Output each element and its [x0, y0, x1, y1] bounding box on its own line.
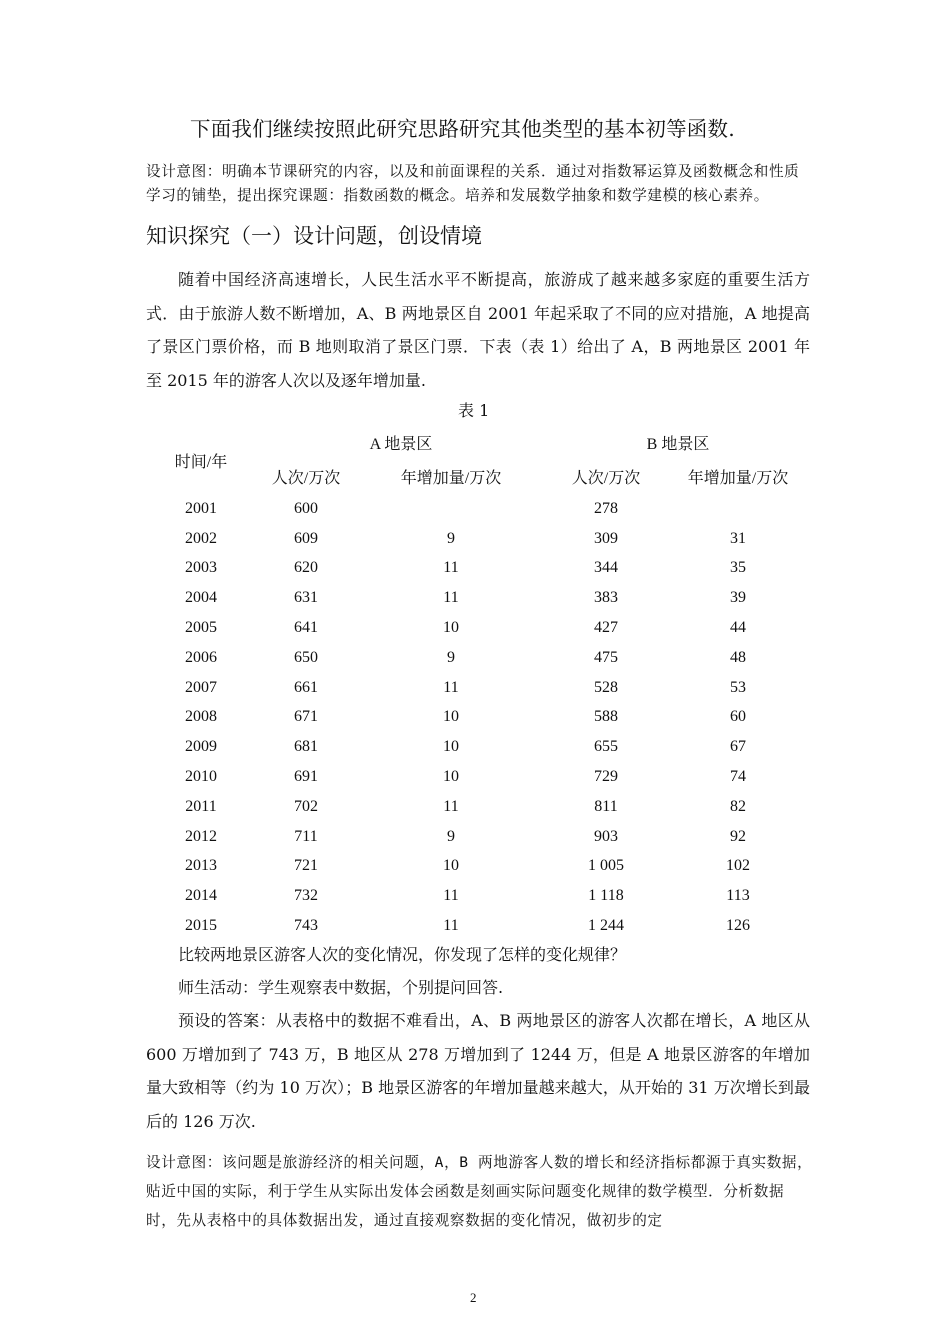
section-heading: 知识探究（一）设计问题，创设情境: [146, 224, 482, 248]
cell-b-visits: 1 244: [588, 917, 624, 935]
cell-b-increase: 126: [726, 917, 750, 935]
table-row: [146, 494, 810, 524]
cell-b-increase: 31: [730, 529, 746, 547]
cell-year: 2005: [185, 619, 217, 637]
header-group-b: B 地景区: [646, 436, 710, 453]
cell-b-increase: 48: [730, 648, 746, 666]
cell-a-increase: 9: [447, 827, 455, 845]
cell-b-visits: 811: [594, 797, 618, 815]
cell-a-increase: 10: [443, 708, 459, 726]
table-row: [146, 524, 810, 554]
cell-a-visits: 732: [294, 887, 318, 905]
cell-a-increase: 10: [443, 857, 459, 875]
cell-b-increase: [666, 494, 810, 524]
table-row: [146, 881, 810, 911]
cell-a-visits: 681: [294, 738, 318, 756]
scenario-paragraph: 随着中国经济高速增长，人民生活水平不断提高，旅游成了越来越多家庭的重要生活方式．由于旅游人数不断增加，A、B 两地景区自 2001 年起采取了不同的应对措施，A 地提高了景区门票价格，而 B 地则取消了景区门票．下表（表 1）给出了 A，B 两地景区 2001 年至 2015 年的游客人次以及逐年增加量.: [146, 270, 810, 390]
cell-year: 2001: [185, 499, 217, 517]
cell-year: 2003: [185, 559, 217, 577]
cell-b-increase: 44: [730, 619, 746, 637]
header-a-increase: 年增加量/万次: [400, 470, 502, 487]
table-row: [146, 673, 810, 703]
table-row: [146, 703, 810, 733]
cell-b-visits: 309: [594, 529, 618, 547]
design-intent-note: 设计意图：明确本节课研究的内容，以及和前面课程的关系．通过对指数幂运算及函数概念和性质学习的铺垫，提出探究课题：指数函数的概念。培养和发展数学抽象和数学建模的核心素养。: [146, 163, 800, 204]
cell-a-increase: 11: [443, 887, 459, 905]
cell-b-increase: 74: [730, 768, 746, 786]
cell-a-increase: [356, 494, 546, 524]
cell-b-visits: 903: [594, 827, 618, 845]
cell-a-visits: 702: [294, 797, 318, 815]
cell-year: 2009: [185, 738, 217, 756]
table-row: [146, 732, 810, 762]
cell-b-visits: 528: [594, 678, 618, 696]
cell-year: 2006: [185, 648, 217, 666]
table-row: [146, 583, 810, 613]
cell-b-visits: 729: [594, 768, 618, 786]
cell-a-increase: 11: [443, 797, 459, 815]
cell-b-increase: 102: [726, 857, 750, 875]
cell-a-visits: 609: [294, 529, 318, 547]
intro-sentence: 下面我们继续按照此研究思路研究其他类型的基本初等函数.: [190, 117, 735, 141]
cell-year: 2004: [185, 589, 217, 607]
table-row: [146, 792, 810, 822]
design-intent-note-2: 设计意图：该问题是旅游经济的相关问题，A，B 两地游客人数的增长和经济指标都源于真实数据，贴近中国的实际，利于学生从实际出发体会函数是刻画实际问题变化规律的数学模型．分析数据时，先从表格中的具体数据出发，通过直接观察数据的变化情况，做初步的定: [146, 1154, 813, 1229]
cell-a-visits: 743: [294, 917, 318, 935]
cell-a-visits: 600: [294, 499, 318, 517]
cell-a-visits: 661: [294, 678, 318, 696]
table-row: [146, 762, 810, 792]
cell-b-visits: 427: [594, 619, 618, 637]
table-row: [146, 554, 810, 584]
cell-a-visits: 631: [294, 589, 318, 607]
header-a-visits: 人次/万次: [271, 470, 341, 487]
table-row: [146, 643, 810, 673]
cell-b-increase: 82: [730, 797, 746, 815]
cell-a-visits: 721: [294, 857, 318, 875]
cell-a-visits: 671: [294, 708, 318, 726]
cell-b-increase: 113: [726, 887, 750, 905]
cell-b-increase: 53: [730, 678, 746, 696]
cell-b-visits: 655: [594, 738, 618, 756]
page-number: 2: [470, 1290, 477, 1305]
cell-b-visits: 383: [594, 589, 618, 607]
table-row: [146, 911, 810, 941]
table-row: [146, 822, 810, 852]
activity-text: 师生活动：学生观察表中数据，个别提问回答.: [178, 978, 504, 997]
cell-year: 2015: [185, 917, 217, 935]
cell-b-increase: 35: [730, 559, 746, 577]
cell-year: 2007: [185, 678, 217, 696]
cell-b-visits: 1 118: [588, 887, 624, 905]
cell-b-increase: 92: [730, 827, 746, 845]
cell-b-visits: 278: [594, 499, 618, 517]
cell-year: 2013: [185, 857, 217, 875]
cell-a-increase: 11: [443, 678, 459, 696]
cell-year: 2002: [185, 529, 217, 547]
cell-a-increase: 9: [447, 529, 455, 547]
cell-a-increase: 11: [443, 559, 459, 577]
question-text: 比较两地景区游客人次的变化情况，你发现了怎样的变化规律？: [178, 945, 627, 964]
cell-b-increase: 39: [730, 589, 746, 607]
cell-a-increase: 10: [443, 768, 459, 786]
cell-year: 2012: [185, 827, 217, 845]
cell-a-increase: 9: [447, 648, 455, 666]
cell-a-increase: 11: [443, 917, 459, 935]
preset-answer-paragraph: 预设的答案：从表格中的数据不难看出，A、B 两地景区的游客人次都在增长，A 地区从 600 万增加到了 743 万，B 地区从 278 万增加到了 1244 万，但是 A 地景区游客的年增加量大致相等（约为 10 万次）；B 地景区游客的年增加量越来越大，从开始的 31 万次增长到最后的 126 万次.: [146, 1011, 810, 1131]
cell-a-increase: 11: [443, 589, 459, 607]
cell-year: 2010: [185, 768, 217, 786]
table-caption: 表 1: [458, 401, 490, 420]
cell-a-increase: 10: [443, 738, 459, 756]
header-group-a: A 地景区: [369, 436, 433, 453]
cell-year: 2014: [185, 887, 217, 905]
cell-b-visits: 475: [594, 648, 618, 666]
table-row: [146, 613, 810, 643]
cell-a-increase: 10: [443, 619, 459, 637]
visitor-table: [146, 426, 810, 941]
header-time: 时间/年: [174, 453, 228, 471]
cell-b-increase: 60: [730, 708, 746, 726]
header-b-increase: 年增加量/万次: [687, 470, 789, 487]
cell-a-visits: 711: [294, 827, 318, 845]
cell-a-visits: 620: [294, 559, 318, 577]
table-row: [146, 852, 810, 882]
cell-year: 2011: [185, 797, 217, 815]
cell-b-visits: 588: [594, 708, 618, 726]
cell-b-visits: 344: [594, 559, 618, 577]
cell-a-visits: 691: [294, 768, 318, 786]
header-b-visits: 人次/万次: [571, 470, 641, 487]
cell-b-increase: 67: [730, 738, 746, 756]
cell-year: 2008: [185, 708, 217, 726]
cell-a-visits: 650: [294, 648, 318, 666]
cell-a-visits: 641: [294, 619, 318, 637]
cell-b-visits: 1 005: [588, 857, 624, 875]
